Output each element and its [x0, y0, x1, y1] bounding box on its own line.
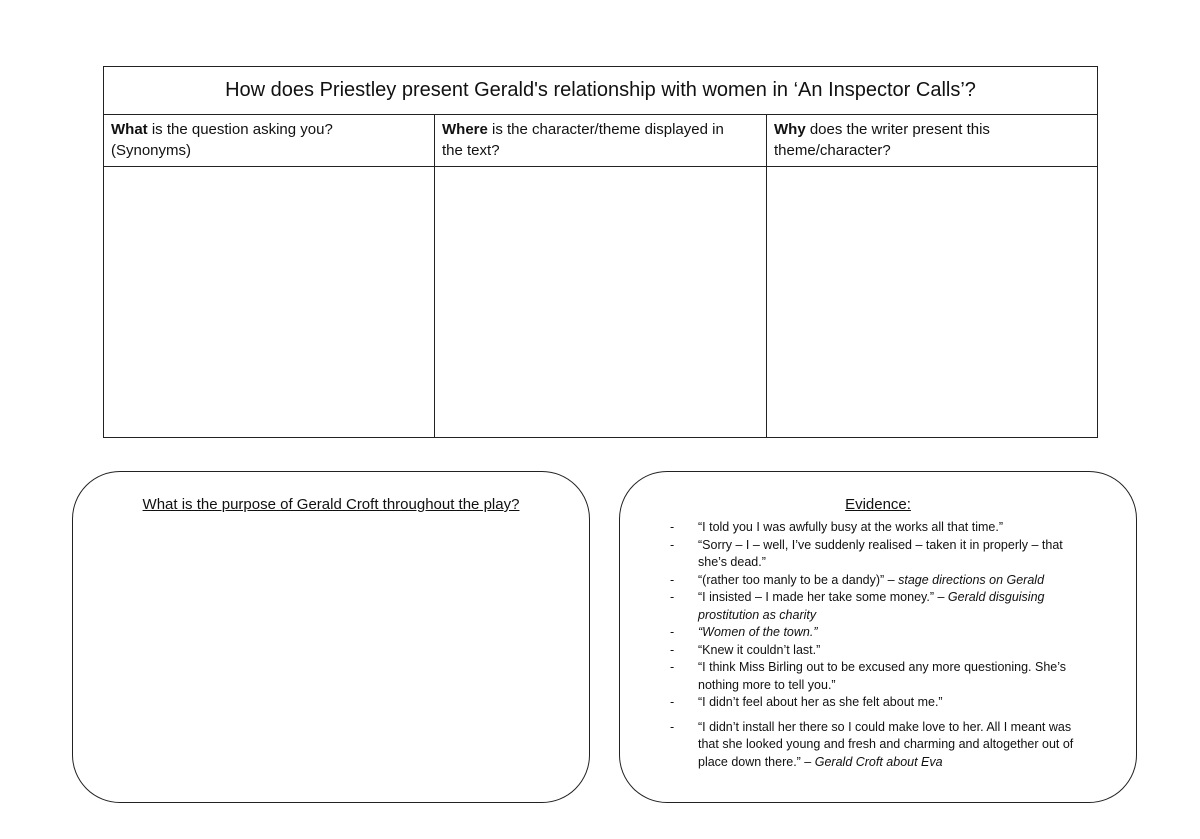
evidence-heading: Evidence:: [845, 496, 911, 513]
evidence-note: Gerald Croft about Eva: [814, 754, 943, 769]
bullet-dash: -: [670, 642, 675, 657]
answer-row: [104, 167, 1097, 437]
header-where: [435, 115, 767, 166]
answer-cell-what[interactable]: [104, 167, 435, 437]
header-row: [104, 115, 1097, 167]
header-why-keyword: Why: [774, 121, 806, 138]
header-why-line2: theme/character?: [774, 142, 891, 159]
bullet-dash: -: [670, 719, 675, 734]
header-what: [104, 115, 435, 166]
question-grid: [103, 66, 1098, 438]
evidence-item: [670, 624, 1090, 642]
evidence-quote: “I didn’t feel about her as she felt about me.”: [698, 695, 943, 709]
evidence-note: Gerald disguising prostitution as charity: [698, 590, 1045, 622]
header-why: [767, 115, 1097, 166]
evidence-item: [670, 659, 1090, 694]
evidence-item: [670, 572, 1090, 590]
evidence-item: [670, 589, 1090, 624]
purpose-heading: What is the purpose of Gerald Croft throughout the play?: [142, 496, 520, 513]
answer-cell-why[interactable]: [767, 167, 1097, 437]
purpose-box[interactable]: [72, 471, 590, 803]
evidence-list: [670, 519, 1090, 771]
evidence-quote: “Sorry – I – well, I’ve suddenly realised – taken it in properly – that she’s dead.”: [698, 537, 1063, 569]
header-what-text: is the question asking you?: [147, 121, 333, 138]
evidence-item: [670, 719, 1090, 772]
answer-cell-where[interactable]: [435, 167, 767, 437]
question-title: How does Priestley present Gerald's relationship with women in ‘An Inspector Calls’?: [104, 67, 1097, 115]
bullet-dash: -: [670, 572, 675, 587]
evidence-item: [670, 519, 1090, 537]
evidence-quote: “(rather too manly to be a dandy)” –: [698, 572, 899, 587]
header-where-line2: the text?: [442, 142, 500, 159]
header-where-text: is the character/theme displayed in: [487, 121, 724, 138]
bullet-dash: -: [670, 537, 675, 552]
evidence-item: [670, 694, 1090, 712]
bullet-dash: -: [670, 625, 675, 639]
header-what-line2: (Synonyms): [111, 142, 192, 159]
bullet-dash: -: [670, 660, 675, 674]
evidence-note: stage directions on Gerald: [898, 572, 1045, 587]
evidence-quote: “I think Miss Birling out to be excused any more questioning. She’s nothing more to tell you.”: [698, 660, 1067, 692]
bullet-dash: -: [670, 590, 675, 604]
evidence-quote: “Knew it couldn’t last.”: [698, 642, 821, 657]
evidence-note: “Women of the town.”: [698, 625, 818, 639]
evidence-item: [670, 642, 1090, 660]
evidence-box: [619, 471, 1137, 803]
evidence-item: [670, 537, 1090, 572]
evidence-quote: “I didn’t install her there so I could make love to her. All I meant was that she looked young and fresh and charming and altogether out of place down there.” –: [698, 719, 1074, 769]
header-what-keyword: What: [111, 121, 148, 138]
evidence-quote: “I told you I was awfully busy at the works all that time.”: [698, 520, 1003, 534]
bullet-dash: -: [670, 520, 675, 534]
bullet-dash: -: [670, 695, 675, 709]
header-where-keyword: Where: [442, 121, 488, 138]
evidence-quote: “I insisted – I made her take some money.” –: [698, 590, 948, 604]
header-why-text: does the writer present this: [805, 121, 990, 138]
